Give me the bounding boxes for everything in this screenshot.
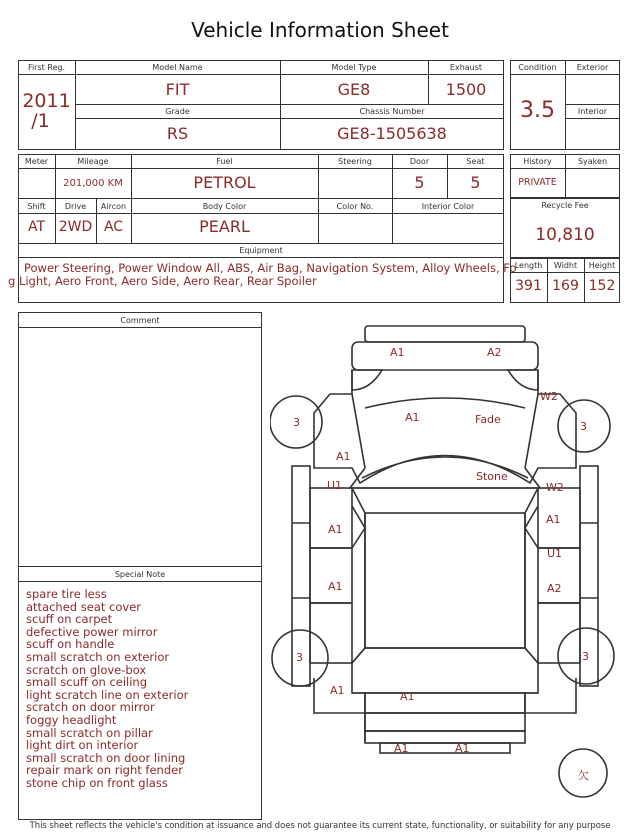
mark-rear-door-right-lower: A2: [547, 582, 562, 595]
page-title: Vehicle Information Sheet: [191, 18, 449, 42]
grade-label: Grade: [165, 107, 190, 116]
drive-label: Drive: [64, 202, 87, 211]
mark-rear-door-left: A1: [328, 580, 343, 593]
interior-label: Interior: [577, 107, 608, 116]
wheel-front-left-grade: 3: [293, 416, 300, 429]
mark-pillar-left: U1: [327, 479, 343, 492]
recycle-fee-value: 10,810: [535, 225, 595, 245]
mark-front-bumper-left: A1: [390, 346, 405, 359]
aircon-value: AC: [103, 219, 124, 235]
steering-label: Steering: [338, 157, 372, 166]
exhaust-value: 1500: [445, 80, 487, 99]
length-value: 391: [515, 278, 542, 294]
chassis-number-value: GE8-1505638: [337, 124, 447, 143]
special-note-label: Special Note: [114, 570, 166, 579]
special-note-item: attached seat cover: [26, 599, 141, 614]
aircon-label: Aircon: [100, 202, 127, 211]
height-label: Height: [588, 261, 616, 270]
special-note-item: small scratch on exterior: [26, 649, 170, 664]
mark-rear-bumper-left: A1: [394, 742, 409, 755]
door-label: Door: [409, 157, 430, 166]
model-name-value: FIT: [165, 80, 190, 99]
special-note-item: stone chip on front glass: [26, 775, 168, 790]
model-type-label: Model Type: [331, 63, 377, 72]
mark-fender-left: A1: [336, 450, 351, 463]
fuel-value: PETROL: [193, 173, 256, 192]
model-name-label: Model Name: [152, 63, 203, 72]
body-color-label: Body Color: [202, 202, 247, 211]
special-note-list: [26, 588, 258, 790]
mark-front-door-right: A1: [546, 513, 561, 526]
special-note-item: scuff on handle: [26, 637, 115, 652]
special-note-item: repair mark on right fender: [26, 763, 183, 778]
exhaust-label: Exhaust: [449, 63, 483, 72]
equipment-line-2: g Light, Aero Front, Aero Side, Aero Rear, Rear Spoiler: [8, 274, 317, 288]
mark-rear-bumper-right: A1: [455, 742, 470, 755]
door-value: 5: [414, 173, 425, 192]
mark-rear-quarter-left: A1: [330, 684, 345, 697]
special-note-item: small scratch on door lining: [26, 750, 186, 765]
special-note-item: spare tire less: [26, 587, 107, 601]
meter-label: Meter: [24, 157, 49, 166]
disclaimer-footer: This sheet reflects the vehicle's condition at issuance and does not guarantee its current state, functionality, or suitability for any purpose: [29, 820, 611, 830]
mark-rear-door-right: U1: [547, 547, 563, 560]
history-label: History: [523, 157, 552, 166]
mark-front-corner-right: W2: [540, 390, 558, 403]
model-type-value: GE8: [337, 80, 371, 99]
special-note-item: foggy headlight: [26, 712, 117, 727]
color-no-label: Color No.: [336, 202, 374, 211]
car-damage-diagram: [270, 318, 625, 820]
recycle-fee-label: Recycle Fee: [541, 201, 589, 210]
seat-label: Seat: [466, 157, 485, 166]
length-label: Length: [514, 261, 543, 270]
mark-hood-left: A1: [405, 411, 420, 424]
mark-windshield: Stone: [476, 470, 508, 483]
exterior-label: Exterior: [576, 63, 609, 72]
drive-value: 2WD: [58, 219, 93, 235]
spare-tire-mark: 欠: [578, 769, 589, 782]
mileage-label: Mileage: [77, 157, 109, 166]
wheel-rear-left-grade: 3: [296, 651, 303, 664]
history-value: PRIVATE: [518, 177, 557, 188]
special-note-item: light dirt on interior: [26, 738, 139, 753]
grade-value: RS: [166, 124, 189, 143]
mark-pillar-right: W2: [546, 481, 564, 494]
special-note-item: small scuff on ceiling: [26, 675, 148, 690]
special-note-item: scuff on carpet: [26, 612, 113, 627]
syaken-label: Syaken: [577, 157, 608, 166]
shift-value: AT: [27, 219, 46, 235]
first-reg-year: 2011: [22, 90, 71, 112]
condition-label: Condition: [518, 63, 557, 72]
mark-front-bumper-right: A2: [487, 346, 502, 359]
special-note-item: defective power mirror: [26, 624, 158, 639]
width-value: 169: [552, 278, 579, 294]
comment-label: Comment: [120, 316, 160, 325]
equipment-line-1: Power Steering, Power Window All, ABS, Air Bag, Navigation System, Alloy Wheels, Fo: [24, 261, 517, 275]
special-note-item: scratch on door mirror: [26, 700, 155, 715]
first-reg-month: /1: [31, 110, 50, 132]
fuel-label: Fuel: [216, 157, 233, 166]
width-label: Widht: [553, 261, 578, 270]
height-value: 152: [588, 278, 616, 294]
special-note-item: light scratch line on exterior: [26, 687, 189, 702]
special-note-item: small scratch on pillar: [26, 725, 153, 740]
mileage-value: 201,000 KM: [63, 178, 123, 189]
interior-color-label: Interior Color: [421, 202, 475, 211]
condition-grade: 3.5: [520, 98, 555, 123]
first-reg-label: First Reg.: [27, 63, 66, 72]
shift-label: Shift: [27, 202, 46, 211]
chassis-number-label: Chassis Number: [359, 107, 425, 116]
equipment-label: Equipment: [239, 246, 283, 255]
special-note-item: scratch on glove-box: [26, 662, 147, 677]
wheel-front-right-grade: 3: [580, 420, 587, 433]
body-color-value: PEARL: [199, 217, 250, 236]
mark-front-door-left: A1: [328, 523, 343, 536]
mark-hood-right: Fade: [475, 413, 501, 426]
wheel-rear-right-grade: 3: [582, 650, 589, 663]
mark-trunk: A1: [400, 690, 415, 703]
seat-value: 5: [470, 173, 481, 192]
